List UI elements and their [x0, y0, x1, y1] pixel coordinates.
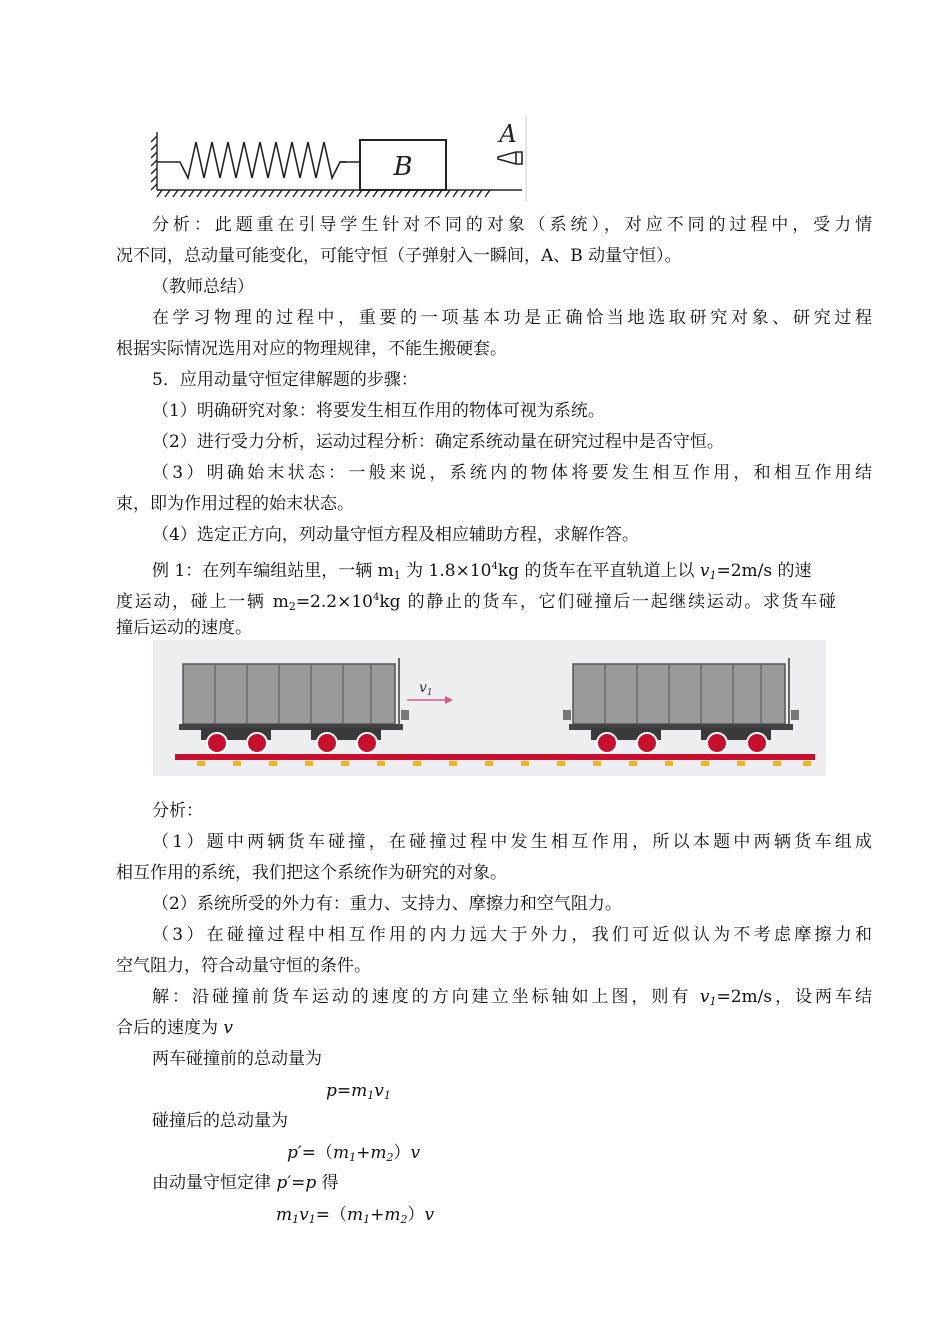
analysis-para-line-2: 况不同，总动量可能变化，可能守恒（子弹射入一瞬间，A、B 动量守恒）。	[116, 246, 682, 266]
summary-para-line-1: 在学习物理的过程中，重要的一项基本功是正确恰当地选取研究对象、研究过程	[152, 308, 872, 328]
analysis-1-line-2: 相互作用的系统，我们把这个系统作为研究的对象。	[116, 863, 507, 883]
teacher-summary-label: （教师总结）	[152, 277, 254, 297]
before-total-label: 两车碰撞前的总动量为	[152, 1049, 322, 1069]
step-4: （4）选定正方向，列动量守恒方程及相应辅助方程，求解作答。	[152, 525, 639, 545]
analysis-2: （2）系统所受的外力有：重力、支持力、摩擦力和空气阻力。	[152, 894, 622, 914]
analysis-label: 分析：	[152, 801, 203, 821]
spring	[157, 142, 360, 178]
ground-hatching	[157, 190, 522, 197]
analysis-3-line-1: （3）在碰撞过程中相互作用的内力远大于外力，我们可近似认为不考虑摩擦力和	[152, 925, 872, 945]
step-3-line-2: 束，即为作用过程的始末状态。	[116, 494, 354, 514]
step-3-line-1: （3）明确始末状态：一般来说，系统内的物体将要发生相互作用，和相互作用结	[152, 463, 872, 483]
steps-title: 5．应用动量守恒定律解题的步骤：	[152, 370, 418, 390]
example-line-1: 例 1：在列车编组站里，一辆 $m_1$ 为 $1.8\times 10^4kg$ 的货车在平直轨道上以 $v_1=2m/s$ 的速	[152, 561, 812, 582]
step-2: （2）进行受力分析，运动过程分析：确定系统动量在研究过程中是否守恒。	[152, 432, 724, 452]
bullet-a-label: A	[499, 120, 517, 148]
step-1: （1）明确研究对象：将要发生相互作用的物体可视为系统。	[152, 401, 605, 421]
solution-line-2: 合后的速度为 v	[116, 1018, 234, 1038]
analysis-1-line-1: （1）题中两辆货车碰撞，在碰撞过程中发生相互作用，所以本题中两辆货车组成	[152, 832, 872, 852]
example-line-3: 撞后运动的速度。	[116, 618, 252, 638]
analysis-para-line-1: 分析：此题重在引导学生针对不同的对象（系统），对应不同的过程中，受力情	[152, 215, 872, 235]
conservation-line: 由动量守恒定律 p′=p 得	[152, 1173, 339, 1193]
equation-3: $m_1v_1=(m_1+m_2)v$	[276, 1205, 435, 1226]
equation-1: $p=m_1v_1$	[326, 1081, 391, 1102]
spring-block-figure	[150, 114, 530, 202]
block-b-label: B	[393, 152, 413, 182]
equation-2: $p'=(m_1+m_2)v$	[287, 1143, 421, 1164]
analysis-3-line-2: 空气阻力，符合动量守恒的条件。	[116, 956, 371, 976]
after-total-label: 碰撞后的总动量为	[152, 1111, 288, 1131]
solution-line-1: 解：沿碰撞前货车运动的速度的方向建立坐标轴如上图，则有 $v_1=2m/s$，设两车结	[152, 987, 873, 1008]
example-line-2: 度运动，碰上一辆 $m_2=2.2\times 10^4kg$ 的静止的货车，它们碰撞后一起继续运动。求货车碰	[116, 592, 836, 613]
velocity-label: $v_1$	[419, 680, 433, 698]
wall-hatching	[151, 132, 157, 190]
bullet-a	[498, 152, 522, 164]
summary-para-line-2: 根据实际情况选用对应的物理规律，不能生搬硬套。	[116, 339, 507, 359]
freight-cars-figure	[153, 640, 826, 776]
